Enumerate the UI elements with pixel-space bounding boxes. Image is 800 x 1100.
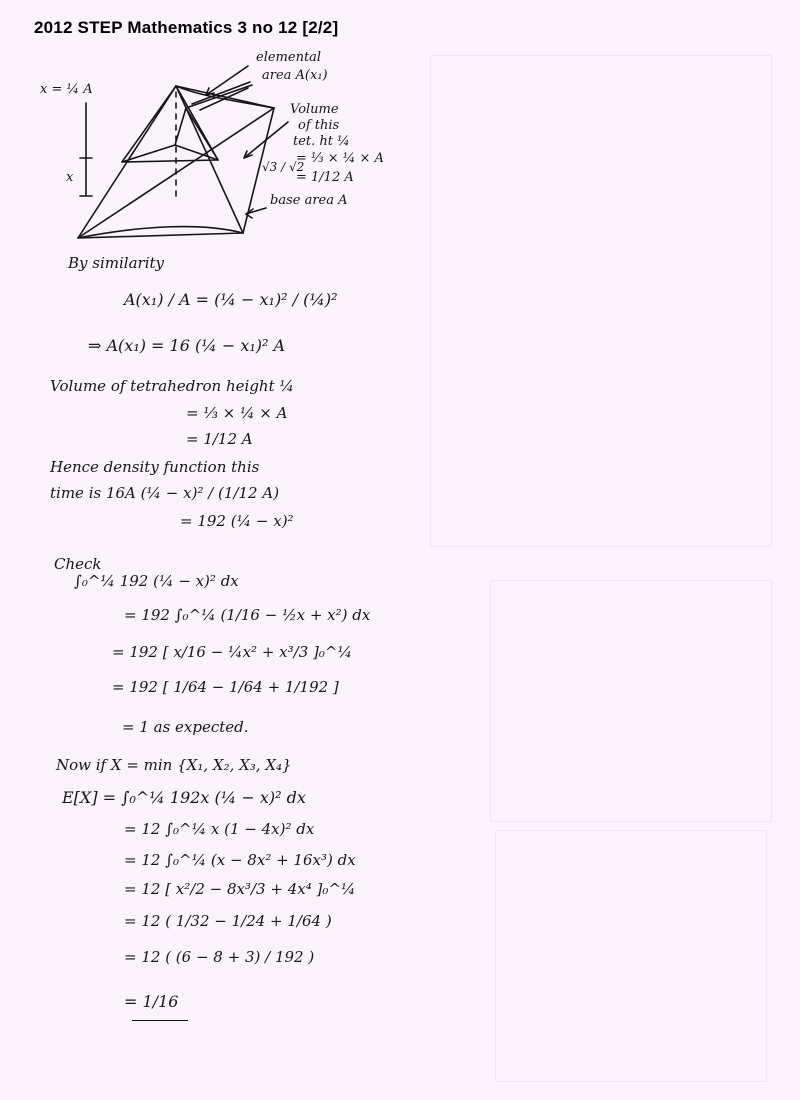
working-line: = 1/12 A [186, 430, 253, 448]
working-line: = 192 [ 1/64 − 1/64 + 1/192 ] [112, 678, 339, 696]
diagram-label-elemental-area: area A(x₁) [262, 68, 328, 83]
diagram-label-volume: = 1/12 A [296, 170, 354, 185]
diagram-label-elemental: elemental [256, 50, 322, 65]
diagram-label-volume: = ⅓ × ¼ × A [296, 151, 384, 166]
working-line: Volume of tetrahedron height ¼ [50, 377, 294, 395]
working-line: A(x₁) / A = (¼ − x₁)² / (¼)² [124, 290, 338, 309]
diagram-label-x: x [66, 170, 74, 185]
diagram-label-base-area: base area A [270, 193, 348, 208]
working-line: Now if X = min {X₁, X₂, X₃, X₄} [56, 756, 292, 774]
show-through-block [490, 580, 772, 822]
working-line: = 1 as expected. [122, 718, 249, 736]
working-line: ⇒ A(x₁) = 16 (¼ − x₁)² A [88, 336, 286, 355]
diagram-label-sqrt: √3 / √2 [262, 160, 305, 174]
working-line: By similarity [68, 254, 164, 272]
working-line: = 12 ( 1/32 − 1/24 + 1/64 ) [124, 912, 332, 930]
working-line: = 192 ∫₀^¼ (1/16 − ½x + x²) dx [124, 606, 371, 624]
diagram-label-top-height: x = ¼ A [40, 82, 93, 97]
working-line: = ⅓ × ¼ × A [186, 404, 288, 422]
page-title: 2012 STEP Mathematics 3 no 12 [2/2] [34, 18, 339, 37]
working-line: = 12 ∫₀^¼ x (1 − 4x)² dx [124, 820, 315, 838]
show-through-block [495, 830, 767, 1082]
diagram-label-volume: of this [298, 118, 340, 133]
diagram-label-volume: tet. ht ¼ [293, 134, 350, 149]
working-line: = 1/16 [124, 992, 179, 1011]
answer-underline [132, 1020, 188, 1021]
working-line: ∫₀^¼ 192 (¼ − x)² dx [74, 572, 239, 590]
working-line: E[X] = ∫₀^¼ 192x (¼ − x)² dx [62, 788, 306, 807]
working-line: = 12 ( (6 − 8 + 3) / 192 ) [124, 948, 315, 966]
working-line: Check [54, 555, 102, 573]
working-line: = 12 ∫₀^¼ (x − 8x² + 16x³) dx [124, 851, 356, 869]
working-line: = 192 [ x/16 − ¼x² + x³/3 ]₀^¼ [112, 643, 352, 661]
diagram-label-volume: Volume [290, 102, 339, 117]
working-line: = 12 [ x²/2 − 8x³/3 + 4x⁴ ]₀^¼ [124, 880, 356, 898]
working-line: time is 16A (¼ − x)² / (1/12 A) [50, 484, 280, 502]
working-line: = 192 (¼ − x)² [180, 512, 294, 530]
working-line: Hence density function this [50, 458, 260, 476]
